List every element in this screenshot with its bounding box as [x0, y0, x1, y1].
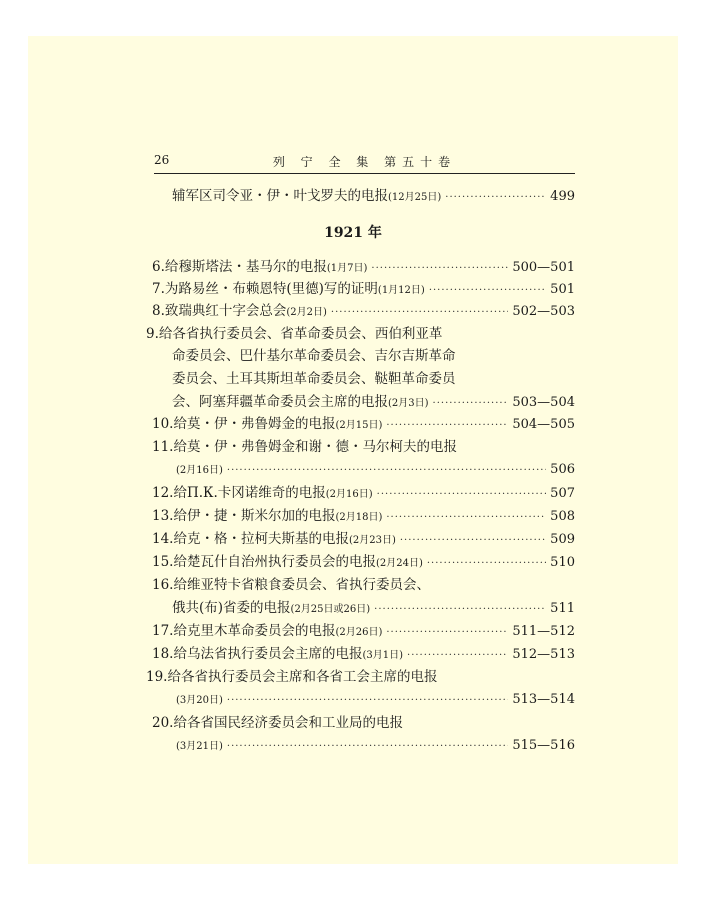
leader-dots — [331, 303, 508, 323]
entry-date: (2月2日) — [286, 307, 327, 318]
leader-dots — [227, 461, 546, 481]
entry-date: (2月16日) — [176, 465, 223, 476]
entry-title: 18.给乌法省执行委员会主席的电报 — [152, 646, 363, 662]
entry-title: 9.给各省执行委员会、省革命委员会、西伯利亚革 — [146, 326, 443, 342]
entry-pages: 511—512 — [512, 624, 575, 639]
entry-title: 13.给伊・捷・斯米尔加的电报 — [152, 508, 336, 524]
entry-pages: 511 — [550, 601, 575, 616]
entry-title: 17.给克里木革命委员会的电报 — [152, 623, 336, 639]
leader-dots — [386, 416, 508, 436]
entry-pages: 512—513 — [512, 647, 575, 662]
toc-entry — [172, 186, 575, 206]
toc-entry — [152, 257, 575, 277]
page-number: 26 — [154, 153, 170, 167]
entry-date: (2月24日) — [375, 558, 423, 569]
leader-dots — [445, 188, 546, 208]
leader-dots — [227, 691, 508, 711]
leader-dots — [400, 531, 546, 551]
entry-title: 会、阿塞拜疆革命委员会主席的电报 — [172, 394, 388, 410]
leader-dots — [429, 281, 546, 301]
entry-pages: 507 — [550, 486, 575, 501]
entry-date: (2月26日) — [335, 627, 383, 638]
entry-title: 8.致瑞典红十字会总会 — [152, 303, 287, 319]
leader-dots — [427, 554, 546, 574]
entry-title: 11.给莫・伊・弗鲁姆金和谢・德・马尔柯夫的电报 — [152, 439, 457, 455]
entry-title: 14.给克・格・拉柯夫斯基的电报 — [152, 531, 349, 547]
entry-title: 20.给各省国民经济委员会和工业局的电报 — [152, 715, 403, 731]
entry-pages: 501 — [550, 282, 575, 297]
running-header — [154, 151, 575, 174]
entry-date: (3月1日) — [362, 650, 404, 661]
entry-title: 委员会、土耳其斯坦革命委员会、鞑靼革命委员 — [172, 371, 456, 387]
entry-date: (1月7日) — [326, 263, 368, 274]
entry-date: (3月20日) — [176, 695, 223, 706]
toc-entry — [176, 690, 575, 710]
toc-entry — [152, 552, 575, 572]
entry-date: (1月12日) — [377, 285, 425, 296]
book-page — [28, 36, 678, 864]
entry-pages: 504—505 — [512, 417, 575, 432]
entry-title: 命委员会、巴什基尔革命委员会、吉尔吉斯革命 — [172, 348, 456, 364]
leader-dots — [371, 259, 508, 279]
toc-entry — [152, 414, 575, 434]
entry-date: (12月25日) — [388, 192, 442, 203]
entry-date: (3月21日) — [176, 741, 223, 752]
leader-dots — [377, 485, 547, 505]
leader-dots — [386, 623, 508, 643]
leader-dots — [433, 394, 509, 414]
toc-entry — [172, 392, 575, 412]
entry-title: 10.给莫・伊・弗鲁姆金的电报 — [152, 416, 336, 432]
entry-title: 俄共(布)省委的电报 — [172, 600, 291, 616]
entry-date: (2月25日或26日) — [290, 604, 371, 615]
entry-title: 16.给维亚特卡省粮食委员会、省执行委员会、 — [152, 577, 430, 593]
toc-entry — [152, 279, 575, 299]
toc-entry — [176, 736, 575, 756]
leader-dots — [407, 646, 508, 666]
toc-entry — [152, 506, 575, 526]
entry-date: (2月16日) — [325, 489, 373, 500]
entry-pages: 503—504 — [512, 395, 575, 410]
year-heading: 1921 年 — [324, 225, 382, 241]
entry-title: 12.给П.К.卡冈诺维奇的电报 — [152, 485, 326, 501]
toc-entry — [152, 483, 575, 503]
entry-title: 辅军区司令亚・伊・叶戈罗夫的电报 — [172, 188, 388, 204]
entry-pages: 515—516 — [512, 738, 575, 753]
leader-dots — [374, 600, 546, 620]
entry-pages: 500—501 — [512, 260, 575, 275]
entry-date: (2月3日) — [388, 398, 429, 409]
entry-title: 6.给穆斯塔法・基马尔的电报 — [152, 259, 327, 275]
entry-pages: 509 — [550, 532, 575, 547]
entry-pages: 510 — [550, 555, 575, 570]
entry-title: 15.给楚瓦什自治州执行委员会的电报 — [152, 554, 376, 570]
entry-date: (2月15日) — [335, 420, 383, 431]
entry-pages: 502—503 — [512, 304, 575, 319]
entry-title: 7.为路易丝・布赖恩特(里德)写的证明 — [152, 281, 378, 297]
toc-entry — [152, 529, 575, 549]
entry-pages: 506 — [550, 462, 575, 477]
toc-entry — [152, 621, 575, 641]
toc-entry — [152, 644, 575, 664]
entry-date: (2月18日) — [335, 512, 383, 523]
entry-pages: 499 — [550, 189, 575, 204]
leader-dots — [227, 737, 508, 757]
toc-entry — [172, 598, 575, 618]
toc-entry — [176, 460, 575, 480]
leader-dots — [386, 508, 546, 528]
entry-date: (2月23日) — [348, 535, 396, 546]
book-title: 列 宁 全 集 第五十卷 — [272, 155, 457, 169]
toc-entry — [152, 301, 575, 321]
entry-pages: 513—514 — [512, 692, 575, 707]
entry-pages: 508 — [550, 509, 575, 524]
entry-title: 19.给各省执行委员会主席和各省工会主席的电报 — [146, 669, 438, 685]
